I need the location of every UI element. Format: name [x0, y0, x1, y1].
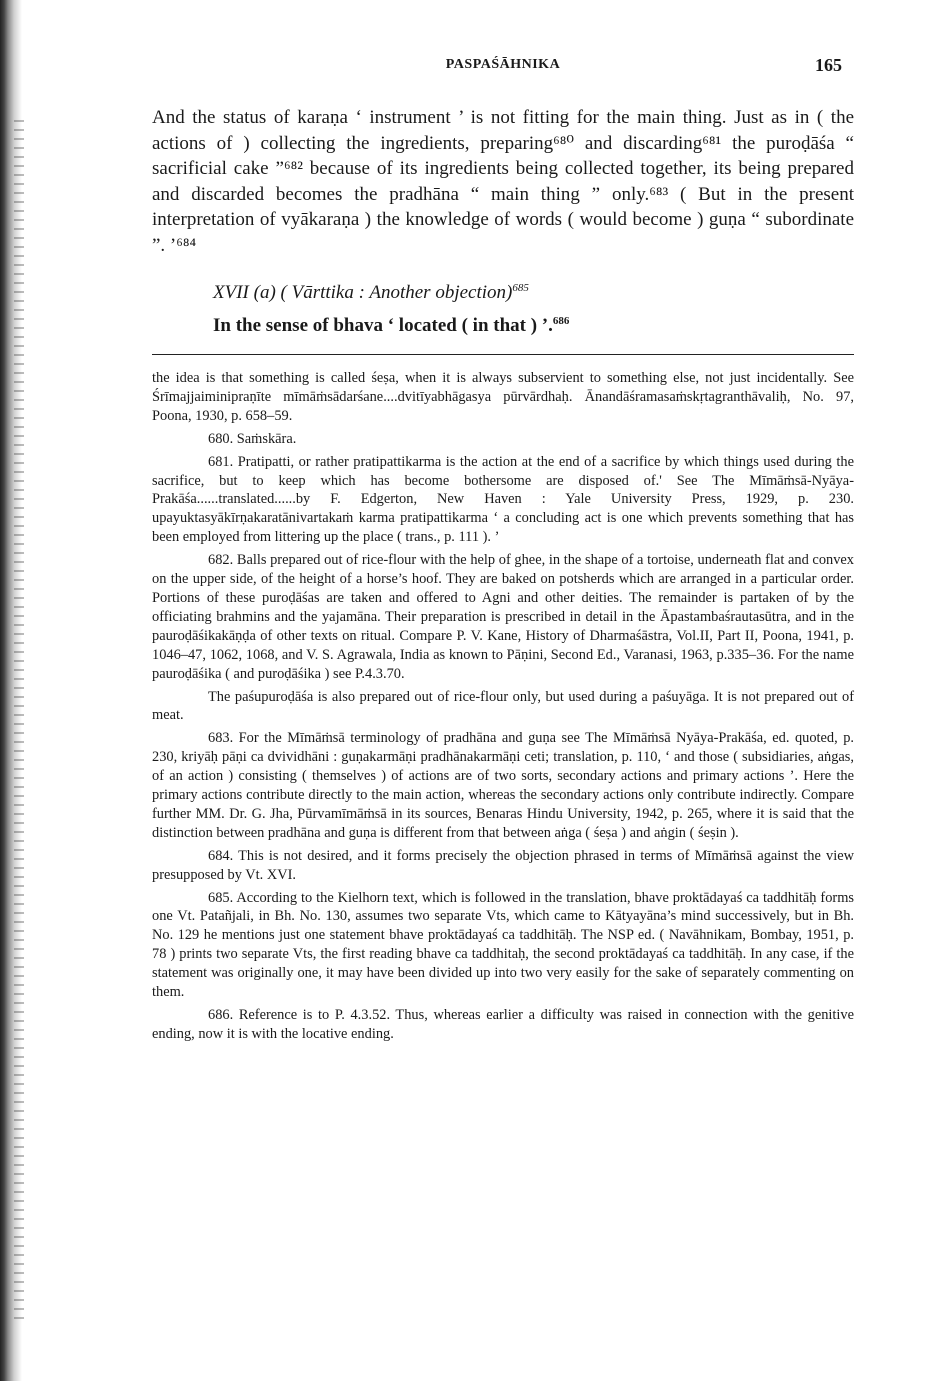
- footnotes: [152, 369, 854, 1044]
- binding-texture: [14, 120, 24, 1320]
- section-subheading: [213, 315, 853, 337]
- section-subheading-footnote-ref: 686: [552, 315, 570, 327]
- footnote-683: 683. For the Mīmāṁsā terminology of pradhāna and guṇa see The Mīmāṁsā Nyāya-Prakāśa, ed. quoted, p. 230, kriyāḥ pāṇi ca dvividhāni : guṇakarmāṇi pradhānakarmāṇi ceti; translation, p. 110, ‘ and those ( subsidiaries, aṅgas, of an action ) consisting ( themselves ) of actions are of two sorts, secondary actions and primary actions ’. Here the primary actions contribute directly to the main action, whereas the secondary actions only contribute indirectly. Compare further MM. Dr. G. Jha, Pūrvamīmāṁsā in its sources, Benaras Hindu University, 1942, p. 265, where it is said that the distinction between pradhāna and guṇa is different from that between aṅga ( śeṣa ) and aṅgin ( śeṣin ).: [152, 730, 854, 841]
- section-subheading-text: In the sense of bhava ‘ located ( in that ) ’.: [213, 315, 553, 336]
- section-heading-text: XVII (a) ( Vārttika : Another objection): [213, 282, 513, 303]
- footnote-682: 682. Balls prepared out of rice-flour with the help of ghee, in the shape of a tortoise, underneath flat and convex on the upper side, of the height of a horse’s hoof. They are baked on potsherds which are arranged in a particular order. Portions of these puroḍāśas are taken and offered to Agni and other deities. The remainder is partaken of by the officiating brahmins and the yajamāna. Their preparation is prescribed in detail in the Āpastambaśrautasūtra, and in the pauroḍāśikakāṇḍa of other texts on ritual. Compare P. V. Kane, History of Dharmaśāstra, Vol.II, Part II, Poona, 1941, p. 1046–47, 1062, 1068, and V. S. Agrawala, India as known to Pāṇini, Second Ed., Varanasi, 1963, p.335–36. For the name pauroḍāśika ( and puroḍāśika ) see P.4.3.70.: [152, 552, 854, 682]
- main-paragraph: And the status of karaṇa ‘ instrument ’ is not fitting for the main thing. Just as in ( the actions of ) collecting the ingredients, preparing⁶⁸⁰ and discarding⁶⁸¹ the puroḍāśa “ sacrificial cake ”⁶⁸² because of its ingredients being collected together, its being prepared and discarded becomes the pradhāna “ main thing ” only.⁶⁸³ ( But in the present interpretation of vyākaraṇa ) the knowledge of words ( would become ) guṇa “ subordinate ”. ’⁶⁸⁴: [152, 107, 854, 256]
- footnote-682-continued: The paśupuroḍāśa is also prepared out of rice-flour only, but used during a paśuyāga. It is not prepared out of meat.: [152, 688, 854, 724]
- section-heading-footnote-ref: 685: [512, 282, 529, 294]
- footnote-686: 686. Reference is to P. 4.3.52. Thus, whereas earlier a difficulty was raised in connection with the genitive ending, now it is with the locative ending.: [152, 1007, 854, 1042]
- footnote-continuation: the idea is that something is called śeṣa, when it is always subservient to something else, not just incidentally. See Śrīmajjaiminipraṇīte mīmāṁsādarśane....dvitīyabhāgasya pūrvārdhaḥ. Ānandāśramasaṁskṛtagranthāvaliḥ, No. 97, Poona, 1930, p. 658–59.: [152, 370, 854, 424]
- footnote-684: 684. This is not desired, and it forms precisely the objection phrased in terms of Mīmāṁsā against the view presupposed by Vt. XVI.: [152, 847, 854, 883]
- page-header: [152, 55, 854, 83]
- footnote-685: 685. According to the Kielhorn text, which is followed in the translation, bhave proktādayaś ca taddhitāḥ forms one Vt. Patañjali, in Bh. No. 130, assumes two separate Vts, which came to Kātyayāna’s mind successively, but in Bh. No. 129 he mentions just one statement bhave proktādayaś ca taddhitāḥ. The NSP ed. ( Navāhnikam, Bombay, 1951, p. 78 ) prints two separate Vts, the first reading bhave ca taddhitaḥ, the second proktādayaś ca taddhitāḥ. In any case, if the statement was originally one, it may have been divided up into two very easily for the sake of separately commenting on them.: [152, 889, 854, 1001]
- footnote-separator: [152, 354, 854, 355]
- page-number: 165: [815, 55, 842, 75]
- footnote-681: 681. Pratipatti, or rather pratipattikarma is the action at the end of a sacrifice by which things used during the sacrifice, but to keep which has become bothersome are disposed of.' See The Mīmāṁsā-Nyāya-Prakāśa......translated......by F. Edgerton, New Haven : Yale University Press, 1929, p. 230. upayuktasyākīrṇakaratānivartakaṁ karma pratipattikarma ‘ a concluding act is one which prevents something that has been employed from littering up the place ( trans., p. 111 ). ’: [152, 453, 854, 546]
- section-heading: [213, 282, 853, 304]
- running-head: PASPAŚĀHNIKA: [445, 57, 561, 72]
- footnote-680: 680. Saṁskāra.: [208, 430, 297, 447]
